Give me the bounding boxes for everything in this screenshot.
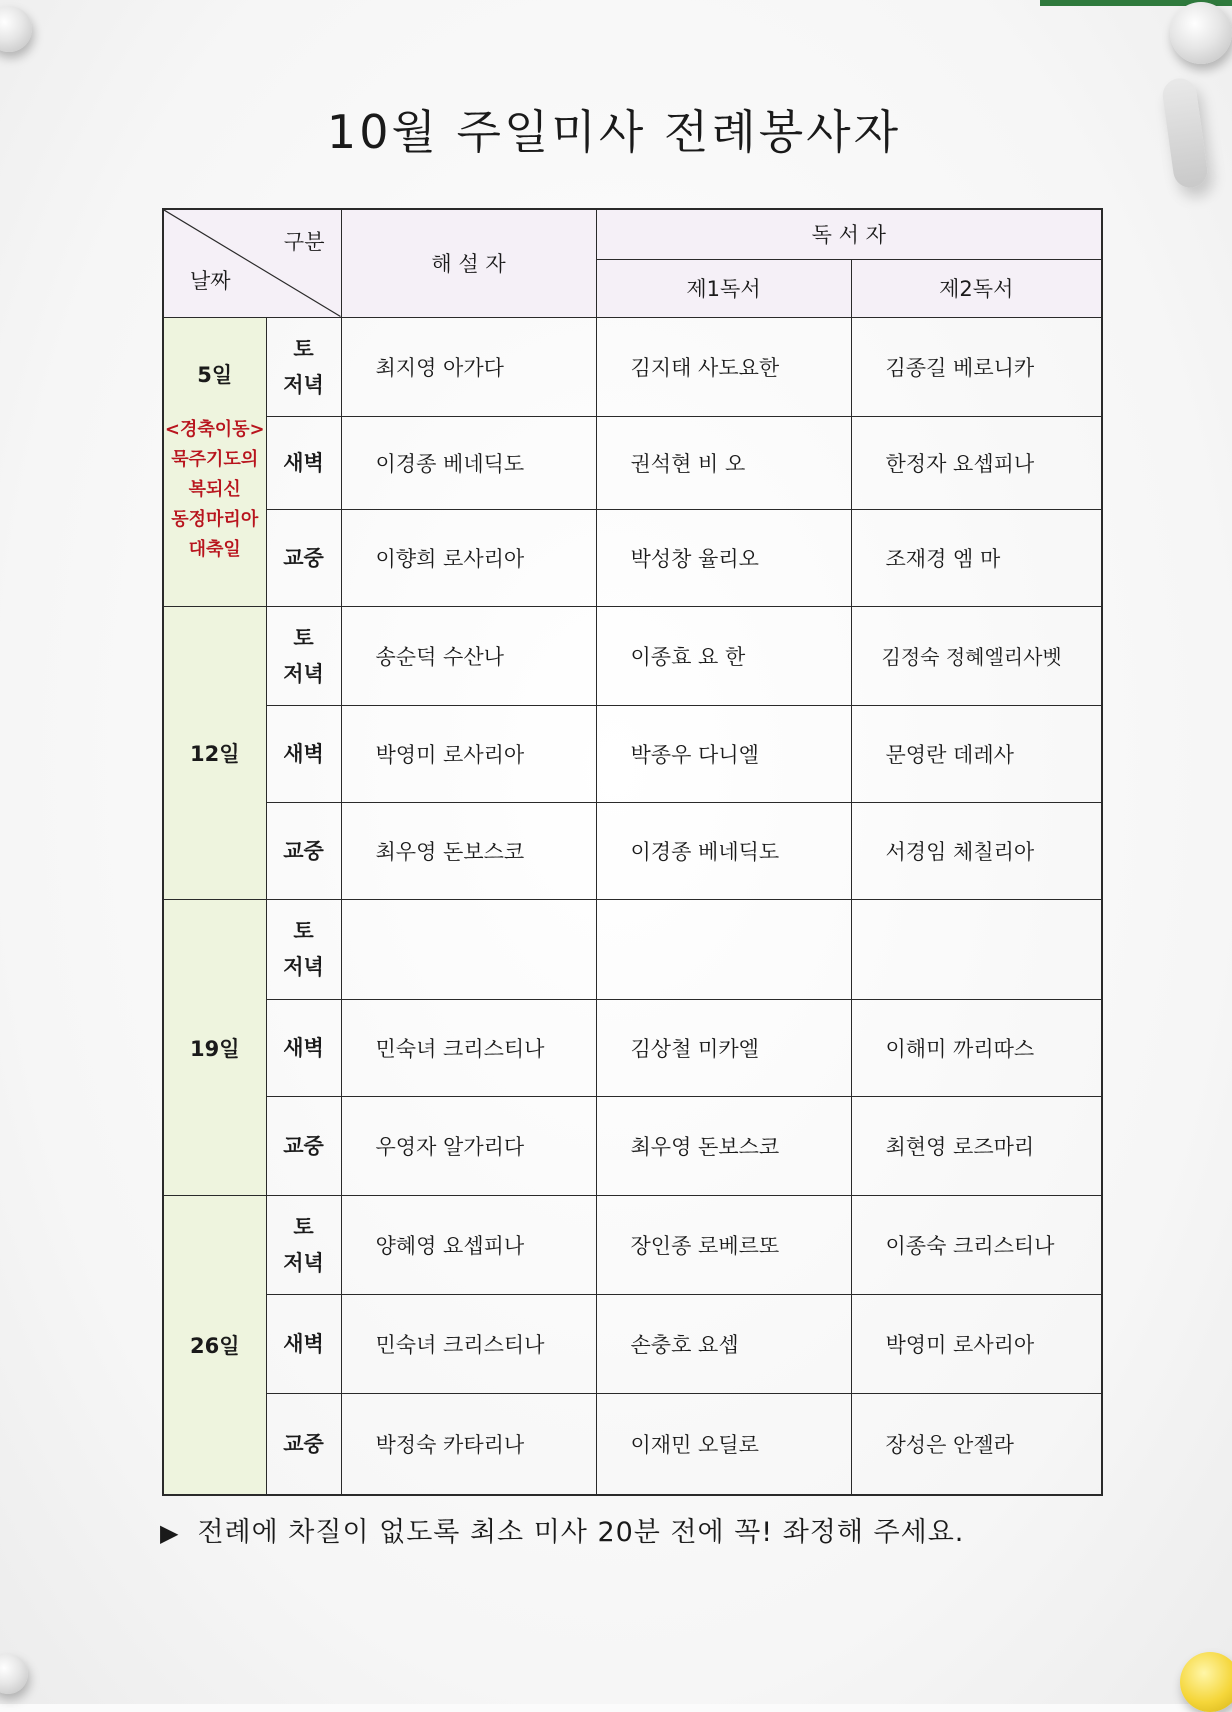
mass-type-dawn: 새벽 <box>266 1295 341 1394</box>
first-reader-cell: 이경종 베네딕도 <box>596 803 851 900</box>
second-reader-cell <box>851 900 1102 999</box>
table-row <box>163 606 1102 705</box>
second-reader-cell: 장성은 안젤라 <box>851 1394 1102 1495</box>
commentator-cell: 우영자 알가리다 <box>341 1096 596 1195</box>
push-pin-icon <box>1180 1652 1232 1712</box>
commentator-cell: 송순덕 수산나 <box>341 606 596 705</box>
commentator-cell: 박정숙 카타리나 <box>341 1394 596 1495</box>
commentator-cell: 양혜영 요셉피나 <box>341 1195 596 1294</box>
mass-type-congregation: 교중 <box>266 509 341 606</box>
notice-text: 전례에 차질이 없도록 최소 미사 20분 전에 꼭! 좌정해 주세요. <box>197 1517 965 1548</box>
play-arrow-icon: ▶ <box>160 1519 180 1547</box>
commentator-cell: 최지영 아가다 <box>341 317 596 416</box>
mass-type-saturday: 토 저녁 <box>266 900 341 999</box>
second-reader-cell: 최현영 로즈마리 <box>851 1096 1102 1195</box>
table-row <box>163 317 1102 416</box>
second-reader-cell: 이해미 까리따스 <box>851 999 1102 1096</box>
mass-type-congregation: 교중 <box>266 1394 341 1495</box>
date-label: 12일 <box>189 742 240 767</box>
second-reader-cell: 김정숙 정혜엘리사벳 <box>851 606 1102 705</box>
table-row <box>163 1096 1102 1195</box>
mass-type-dawn: 새벽 <box>266 416 341 509</box>
first-reader-cell: 김지태 사도요한 <box>596 317 851 416</box>
first-reader-cell: 최우영 돈보스코 <box>596 1096 851 1195</box>
table-row <box>163 900 1102 999</box>
first-reader-cell: 김상철 미카엘 <box>596 999 851 1096</box>
schedule-table <box>162 208 1103 1496</box>
mass-type-saturday: 토 저녁 <box>266 606 341 705</box>
mass-type-saturday: 토 저녁 <box>266 317 341 416</box>
date-label: 19일 <box>189 1036 240 1061</box>
table-row <box>163 416 1102 509</box>
header-second-reading: 제2독서 <box>851 259 1102 317</box>
header-first-reading: 제1독서 <box>596 259 851 317</box>
first-reader-cell: 장인종 로베르또 <box>596 1195 851 1294</box>
notice-line <box>160 1510 964 1549</box>
header-readers: 독 서 자 <box>596 209 1102 259</box>
mass-type-saturday: 토 저녁 <box>266 1195 341 1294</box>
page-title: 10월 주일미사 전례봉사자 <box>326 105 902 159</box>
table-row <box>163 1195 1102 1294</box>
table-row <box>163 706 1102 803</box>
table-row <box>163 803 1102 900</box>
mass-type-congregation: 교중 <box>266 803 341 900</box>
first-reader-cell: 권석현 비 오 <box>596 416 851 509</box>
commentator-cell <box>341 900 596 999</box>
header-category-date-cell <box>163 209 341 317</box>
first-reader-cell: 손충호 요셉 <box>596 1295 851 1394</box>
commentator-cell: 박영미 로사리아 <box>341 706 596 803</box>
table-row <box>163 509 1102 606</box>
second-reader-cell: 박영미 로사리아 <box>851 1295 1102 1394</box>
commentator-cell: 이경종 베네딕도 <box>341 416 596 509</box>
commentator-cell: 이향희 로사리아 <box>341 509 596 606</box>
second-reader-cell: 문영란 데레사 <box>851 706 1102 803</box>
header-date-label: 날짜 <box>190 268 231 293</box>
first-reader-cell: 이재민 오딜로 <box>596 1394 851 1495</box>
header-commentator: 해 설 자 <box>341 209 596 317</box>
mass-type-dawn: 새벽 <box>266 999 341 1096</box>
push-pin-icon <box>1170 2 1232 64</box>
table-row <box>163 999 1102 1096</box>
first-reader-cell: 이종효 요 한 <box>596 606 851 705</box>
commentator-cell: 최우영 돈보스코 <box>341 803 596 900</box>
date-cell <box>163 317 266 606</box>
commentator-cell: 민숙녀 크리스티나 <box>341 999 596 1096</box>
date-label: 5일 <box>197 362 233 387</box>
commentator-cell: 민숙녀 크리스티나 <box>341 1295 596 1394</box>
table-row <box>163 1394 1102 1495</box>
date-label: 26일 <box>189 1333 240 1358</box>
mass-type-dawn: 새벽 <box>266 706 341 803</box>
mass-type-congregation: 교중 <box>266 1096 341 1195</box>
second-reader-cell: 이종숙 크리스티나 <box>851 1195 1102 1294</box>
first-reader-cell: 박성창 율리오 <box>596 509 851 606</box>
date-cell <box>163 900 266 1195</box>
first-reader-cell <box>596 900 851 999</box>
second-reader-cell: 한정자 요셉피나 <box>851 416 1102 509</box>
second-reader-cell: 김종길 베로니카 <box>851 317 1102 416</box>
table-row <box>163 1295 1102 1394</box>
feast-note: <경축이동> 묵주기도의 복되신 동정마리아 대축일 <box>164 418 265 560</box>
date-cell <box>163 1195 266 1495</box>
first-reader-cell: 박종우 다니엘 <box>596 706 851 803</box>
date-cell <box>163 606 266 899</box>
second-reader-cell: 조재경 엠 마 <box>851 509 1102 606</box>
second-reader-cell: 서경임 체칠리아 <box>851 803 1102 900</box>
header-category-label: 구분 <box>283 230 325 254</box>
